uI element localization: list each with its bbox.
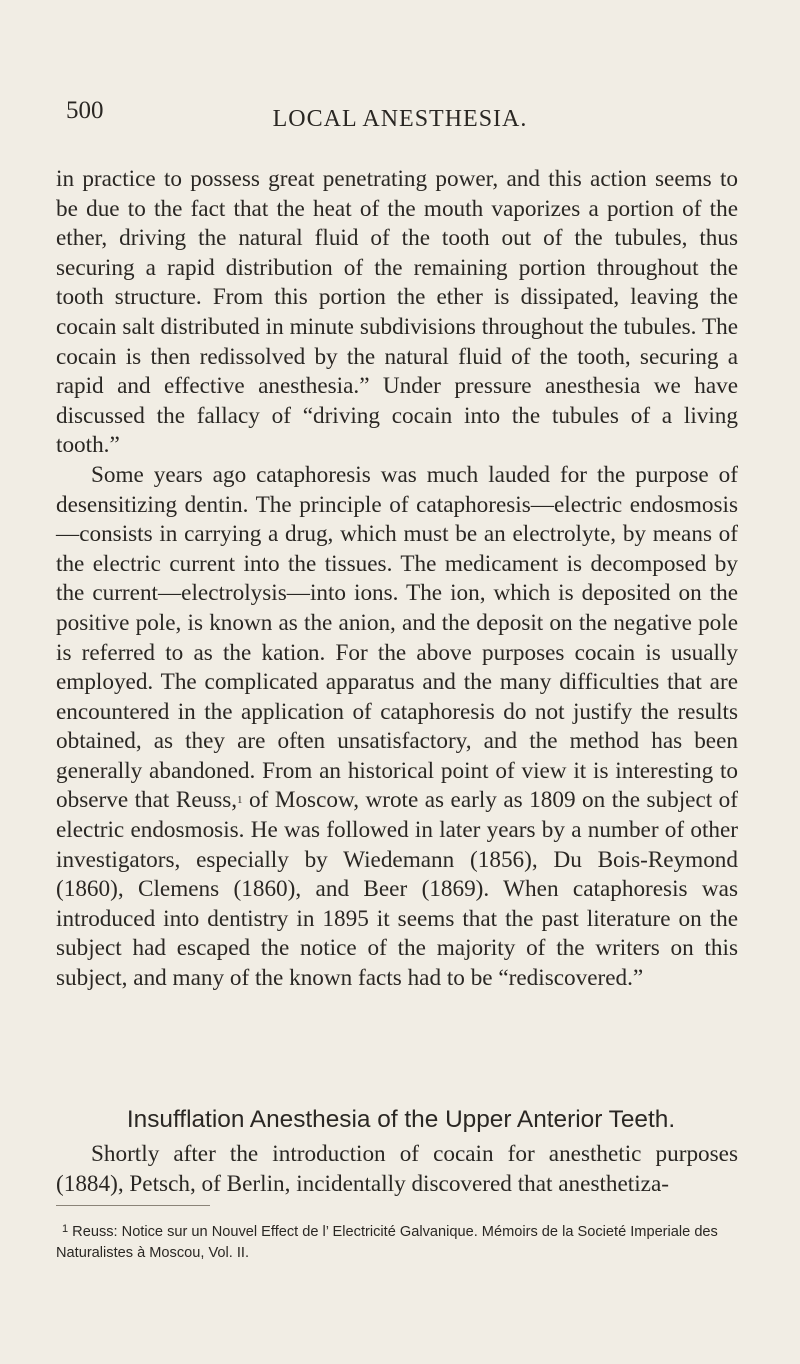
paragraph-cataphoresis — [56, 461, 738, 994]
paragraph-continued: in practice to possess great penetrating power, and this action seems to be due to the fact that the heat of the mouth vaporizes a portion of the ether, driving the natural fluid of the tooth out of the tubules, thus securing a rapid distribution of the remaining portion throughout the tooth structure. From this portion the ether is dissipated, leaving the cocain salt distributed in minute subdivisions throughout the tubules. The cocain is then redissolved by the natural fluid of the tooth, securing a rapid and effective anesthesia.” Under pressure anesthesia we have discussed the fallacy of “driving cocain into the tubules of a living tooth.” — [56, 166, 738, 459]
footnote-reference: 1 — [237, 794, 243, 807]
section-text — [56, 1139, 738, 1199]
section-heading: Insufflation Anesthesia of the Upper Anterior Teeth. — [126, 1106, 676, 1133]
footnote — [56, 1219, 738, 1264]
body-text — [56, 165, 738, 994]
footnote-divider — [56, 1205, 210, 1206]
footnote-text: Reuss: Notice sur un Nouvel Effect de l’ Electricité Galvanique. Mémoirs de la Societé Imperiale des Naturalistes à Moscou, Vol. II. — [56, 1224, 718, 1261]
footnote-mark: 1 — [62, 1223, 69, 1235]
page-number: 500 — [66, 97, 104, 124]
section-paragraph: Shortly after the introduction of cocain for anesthetic purposes (1884), Petsch, of Berlin, incidentally discovered that anesthetiza- — [56, 1141, 738, 1197]
paragraph-text-continued: of Moscow, wrote as early as 1809 on the subject of electric endosmosis. He was followed in later years by a number of other investigators, especially by Wiedemann (1856), Du Bois-Reymond (1860), Clemens (1860), and Beer (1869). When cataphoresis was introduced into dentistry in 1895 it seems that the past literature on the subject had escaped the notice of the majority of the writers on this subject, and many of the known facts had to be “rediscovered.” — [56, 787, 738, 992]
paragraph-text: Some years ago cataphoresis was much lauded for the purpose of desensitizing dentin. The principle of cataphoresis—electric endosmosis—consists in carrying a drug, which must be an electrolyte, by means of the electric current into the tissues. The medicament is decomposed by the current—electrolysis—into ions. The ion, which is deposited on the positive pole, is known as the anion, and the deposit on the negative pole is referred to as the kation. For the above purposes cocain is usually employed. The complicated apparatus and the many difficulties that are encountered in the application of cataphoresis do not justify the results obtained, as they are often unsatisfactory, and the method has been generally abandoned. From an historical point of view it is interesting to observe that Reuss, — [56, 461, 738, 814]
running-head: LOCAL ANESTHESIA. — [272, 106, 528, 132]
